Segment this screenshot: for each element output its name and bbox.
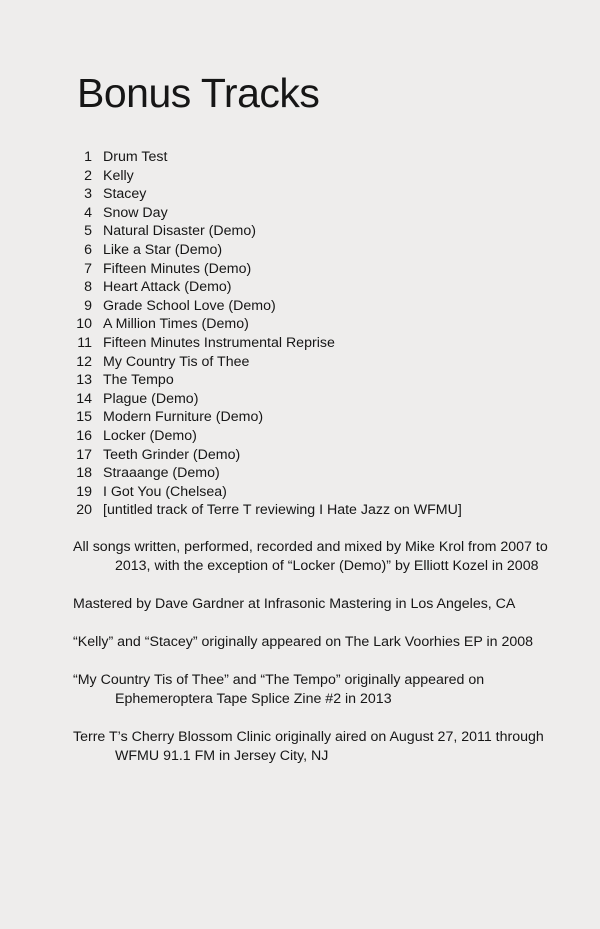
track-number: 4 xyxy=(84,204,92,221)
track-number: 14 xyxy=(76,390,92,407)
track-title: Snow Day xyxy=(103,204,168,221)
track-title: Natural Disaster (Demo) xyxy=(103,223,256,240)
track-number: 9 xyxy=(84,297,92,314)
track-item xyxy=(72,315,572,334)
track-number: 3 xyxy=(84,186,92,203)
track-number: 15 xyxy=(76,409,92,426)
track-number: 7 xyxy=(84,260,92,277)
track-item xyxy=(72,353,572,372)
track-title: Stacey xyxy=(103,186,147,203)
track-title: Like a Star (Demo) xyxy=(103,241,223,258)
track-item xyxy=(72,167,572,186)
track-title: A Million Times (Demo) xyxy=(103,316,249,333)
track-number: 16 xyxy=(76,427,92,444)
credits-note-lark-voorhies: “Kelly” and “Stacey” originally appeared on The Lark Voorhies EP in 2008 xyxy=(73,634,534,650)
track-number: 5 xyxy=(84,223,92,240)
track-title: Straaange (Demo) xyxy=(103,465,220,482)
track-item xyxy=(72,204,572,223)
track-title: [untitled track of Terre T reviewing I Hate Jazz on WFMU] xyxy=(103,502,462,519)
track-number: 1 xyxy=(84,149,92,165)
track-title: Heart Attack (Demo) xyxy=(103,279,232,296)
track-item xyxy=(72,185,572,204)
track-number: 6 xyxy=(84,241,92,258)
track-number: 20 xyxy=(76,502,92,519)
track-title: Kelly xyxy=(103,167,134,184)
track-title: Grade School Love (Demo) xyxy=(103,297,276,314)
track-title: Modern Furniture (Demo) xyxy=(103,409,264,426)
track-item xyxy=(72,390,572,409)
track-number: 17 xyxy=(76,446,92,463)
track-number: 11 xyxy=(77,334,92,351)
track-item xyxy=(72,371,572,390)
track-number: 8 xyxy=(84,279,92,296)
page-title: Bonus Tracks xyxy=(77,70,320,116)
track-item xyxy=(72,446,572,465)
track-number: 13 xyxy=(76,372,92,389)
track-item xyxy=(72,260,572,279)
track-item xyxy=(72,297,572,316)
credits-note-mastering: Mastered by Dave Gardner at Infrasonic Mastering in Los Angeles, CA xyxy=(73,596,516,612)
track-number: 10 xyxy=(76,316,92,333)
track-item xyxy=(72,483,572,502)
track-title: I Got You (Chelsea) xyxy=(103,483,227,500)
track-number: 2 xyxy=(84,167,92,184)
track-number: 18 xyxy=(76,465,92,482)
track-title: The Tempo xyxy=(103,372,174,389)
credits-note-songwriting: All songs written, performed, recorded and mixed by Mike Krol from 2007 to 2013, with the exception of “Locker (Demo)” by Elliott Kozel in 2008 xyxy=(73,539,548,574)
track-number: 12 xyxy=(76,353,92,370)
track-number: 19 xyxy=(76,483,92,500)
track-title: My Country Tis of Thee xyxy=(103,353,250,370)
track-item xyxy=(72,427,572,446)
track-item xyxy=(72,241,572,260)
track-title: Fifteen Minutes (Demo) xyxy=(103,260,252,277)
track-list xyxy=(72,148,572,520)
credits-notes xyxy=(73,538,573,785)
track-item xyxy=(72,278,572,297)
track-item xyxy=(72,501,572,520)
track-item xyxy=(72,408,572,427)
track-item xyxy=(72,148,572,167)
track-title: Drum Test xyxy=(103,149,168,165)
track-item xyxy=(72,334,572,353)
credits-note-ephemeroptera: “My Country Tis of Thee” and “The Tempo” originally appeared on Ephemeroptera Tape Splice Zine #2 in 2013 xyxy=(73,672,485,707)
credits-note-wfmu: Terre T’s Cherry Blossom Clinic originally aired on August 27, 2011 through WFMU 91.1 FM in Jersey City, NJ xyxy=(73,729,544,764)
track-title: Locker (Demo) xyxy=(103,427,197,444)
track-item xyxy=(72,222,572,241)
track-title: Plague (Demo) xyxy=(103,390,199,407)
track-item xyxy=(72,464,572,483)
track-title: Fifteen Minutes Instrumental Reprise xyxy=(103,334,335,351)
track-title: Teeth Grinder (Demo) xyxy=(103,446,241,463)
